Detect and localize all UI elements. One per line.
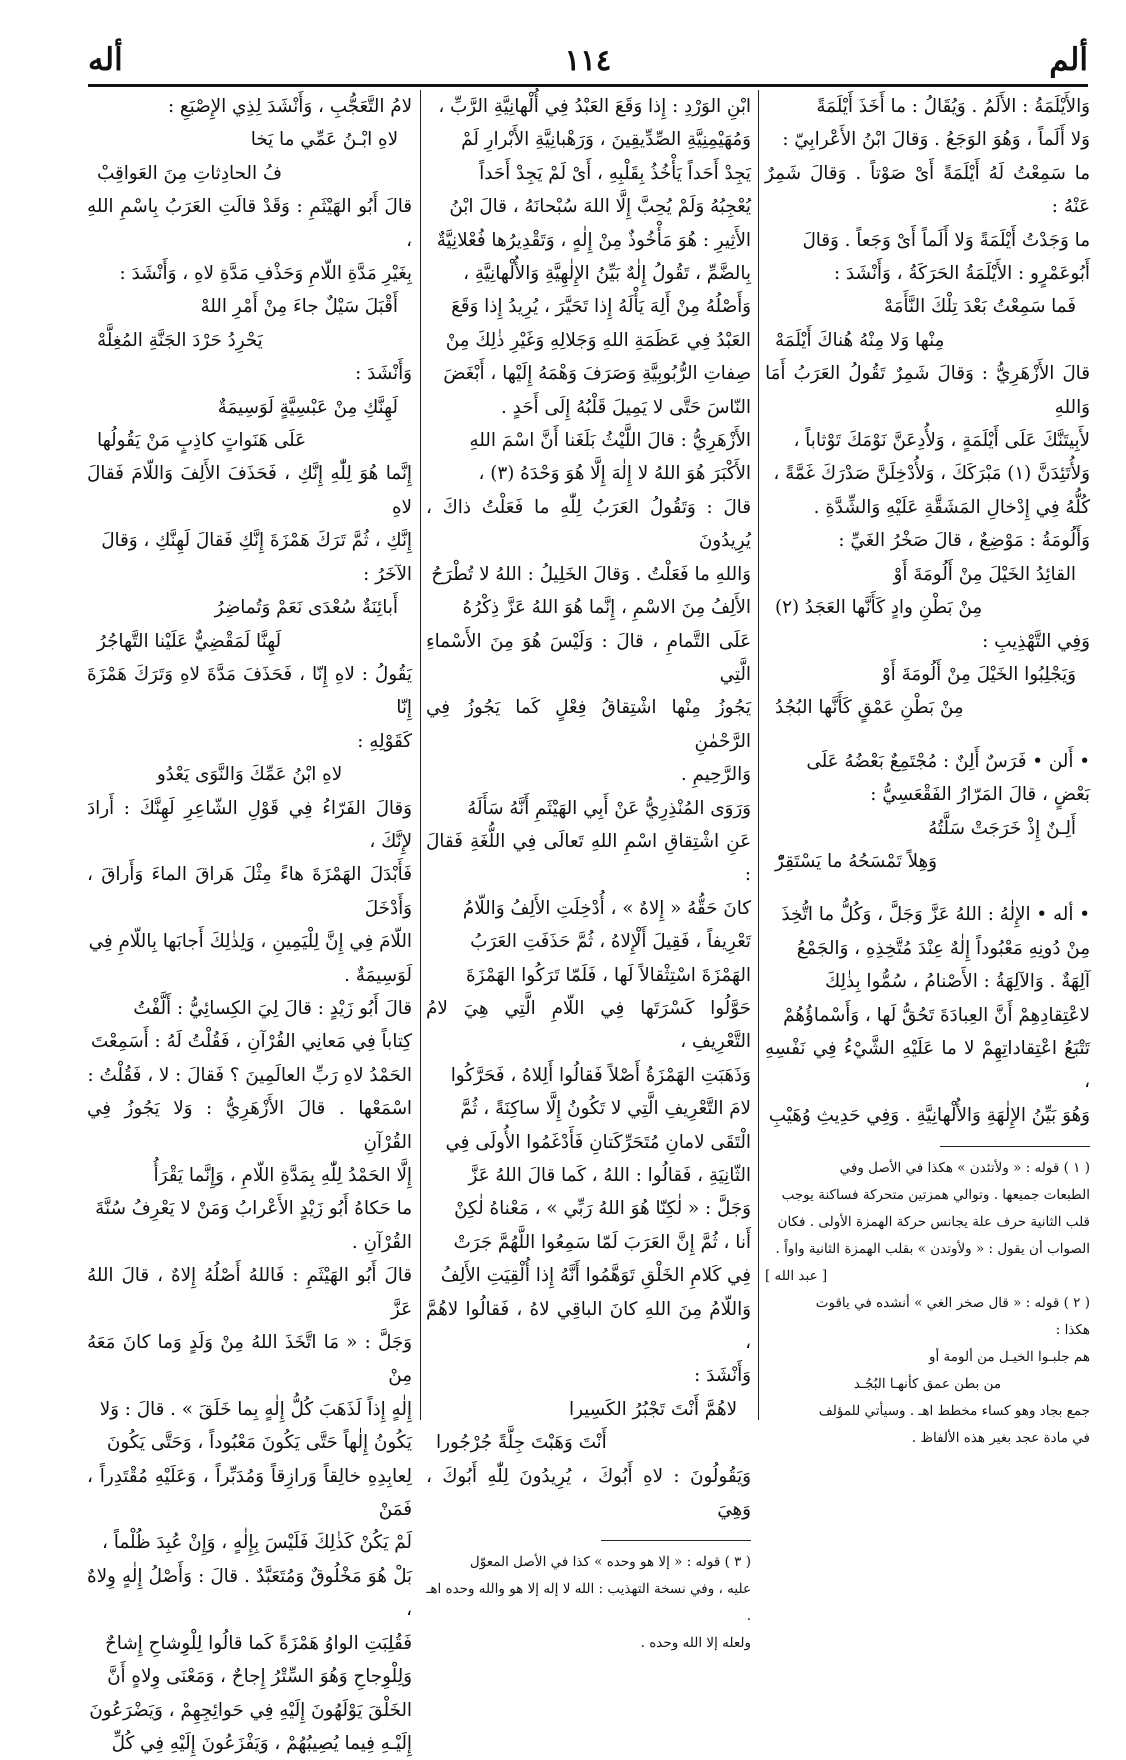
header-rule bbox=[88, 84, 1088, 87]
text-line: إِلَّا الحَمْدُ لِلّٰهِ بِمَدَّةِ اللّامِ ، وَإِنَّما يَقْرَأُ bbox=[153, 1165, 412, 1186]
text-line: يَجِدْ أَحَداً يَأْخُذُ بِقَلْبِهِ ، أَىْ لَمْ يَجِدْ أَحَداً bbox=[479, 162, 751, 184]
text-block bbox=[87, 792, 412, 1760]
text-block bbox=[87, 658, 412, 758]
text-line: لَوَسِيمَةٌ . bbox=[344, 964, 412, 986]
text-line: أَنا ، ثُمَّ إِنَّ العَرَبَ لَمّا سَمِعُوا اللَّهُمَّ جَرَتْ bbox=[453, 1231, 751, 1253]
text-line: يُعْجِبُهُ وَلَمْ يُحِبَّ إِلَّا اللهَ سُبْحانَهُ ، قالَ ابْنُ bbox=[449, 196, 751, 218]
text-line: إِلٰهٍ إِذاً لَذَهَبَ كُلُّ إِلٰهٍ بِما خَلَقَ » . قالَ : وَلا bbox=[99, 1398, 412, 1420]
text-line: آلِهَةٌ . وَالآلِهَةُ : الأَصْنامُ ، سُمُّوا بِذٰلِكَ bbox=[824, 971, 1090, 993]
text-line: بِالضَّمِّ ، تَقُولُ إِلٰهٌ بَيِّنُ الإِلٰهِيَّةِ وَالأُلْهانِيَّةِ ، bbox=[463, 263, 751, 285]
text-line: بَعْضٍ ، قالَ المَرّارُ الفَقْعَسِيُّ : bbox=[870, 784, 1090, 806]
text-line: وَأَنْشَدَ : bbox=[355, 363, 412, 385]
footnote-line: ( ٢ ) قوله : « قال صخر الغي » أنشده في ياقوت bbox=[815, 1295, 1090, 1312]
text-line: إِنَّكِ ، ثُمَّ تَرَكَ هَمْزَةَ إِنَّكِ فَقالَ لَهِنَّكِ ، وَقالَ bbox=[101, 530, 412, 552]
text-line: وَاللهِ ما فَعَلْتُ . وَقالَ الخَلِيلُ : اللهُ لا تُطْرَحُ bbox=[431, 563, 751, 585]
verse-line: أَبائِنَةٌ سُعْدَى نَعَمْ وَتُماضِرُ bbox=[214, 597, 398, 619]
text-line: وَقالَ الفَرّاءُ فِي قَوْلِ الشّاعِرِ لَهِنَّكَ : أَرادَ لإِنَّكَ ، bbox=[87, 797, 412, 852]
verse-line: مِنْها وَلا مِنْهُ هُناكَ أَيْلَمَهْ bbox=[775, 329, 945, 351]
text-block bbox=[87, 457, 412, 591]
verse-line: فُ الحادِثاتِ مِنَ العَواقِبْ bbox=[97, 162, 282, 184]
text-line: ما سَمِعْتُ لَهُ أَيْلَمَةً أَىْ صَوْتاً . وَقالَ شَمِرٌ عَنْهُ : bbox=[765, 162, 1090, 218]
text-block bbox=[765, 357, 1090, 524]
text-line: بِغَيْرِ مَدَّةِ اللّامِ وَحَذْفِ مَدَّةِ لاهِ ، وَأَنْشَدَ : bbox=[119, 263, 412, 285]
text-line: الخَلْقَ يَوْلَهُونَ إِلَيْهِ فِي حَوائِجِهِمْ ، وَيَضْرَعُونَ bbox=[89, 1699, 412, 1721]
text-line: إِلَيْـهِ فِيما يُصِيبُهُمْ ، وَيَفْزَعُونَ إِلَيْهِ فِي كُلِّ bbox=[111, 1732, 412, 1754]
text-line: الآخَرُ : bbox=[363, 563, 412, 585]
column-middle bbox=[426, 90, 751, 1652]
text-line: يَجُوزُ مِنْها اشْتِقاقُ فِعْلٍ كَما يَجُوزُ فِي الرَّحْمٰنِ bbox=[426, 697, 751, 752]
text-line: أَبُوعَمْرٍو : الأَيْلَمَةُ الحَرَكَةُ ، وَأَنْشَدَ : bbox=[833, 263, 1090, 285]
footnote-line: ولعله إلا الله وحده . bbox=[640, 1635, 751, 1652]
verse-line: مِنْ بَطْنِ عَمْقٍ كَأَنَّها البُجُدُ bbox=[775, 697, 964, 719]
text-line: وَمُهَيْمِنِيَّةِ الصِّدِّيقِينَ ، وَرَهْبانِيَّةِ الأَبْرارِ لَمْ bbox=[461, 129, 751, 151]
text-block bbox=[765, 625, 1090, 658]
footnote-line: [ عبد الله ] bbox=[765, 1268, 828, 1285]
text-block bbox=[87, 90, 412, 123]
text-line: الحَمْدُ لاهِ رَبِّ العالَمِينَ ؟ فَقالَ : لا ، فَقُلْتُ : bbox=[87, 1064, 412, 1086]
text-line: ما وَجَدْتُ أَيْلَمَةً وَلا أَلَماً أَىْ وَجَعاً . وَقالَ bbox=[802, 229, 1090, 251]
verse-line: فَما سَمِعْتُ بَعْدَ تِلْكَ النَّأَمَهْ bbox=[883, 296, 1076, 318]
footnotes bbox=[765, 1155, 1090, 1452]
footnote-line: ( ٣ ) قوله : « إلا هو وحده » كذا في الأصل المعوّل bbox=[469, 1554, 751, 1571]
footnote-rule bbox=[601, 1540, 751, 1541]
text-block bbox=[87, 357, 412, 390]
text-line: وَجَلَّ : « مَا اتَّخَذَ اللهُ مِنْ وَلَدٍ وَما كانَ مَعَهُ مِنْ bbox=[87, 1332, 412, 1387]
verse-line: وَهِلاً تَمْسَحُهُ ما يَسْتَقِرّْ bbox=[775, 850, 937, 872]
text-line: قالَ الأَزْهَرِيُّ : وَقالَ شَمِرٌ تَقُولُ العَرَبُ أَمَا وَاللهِ bbox=[765, 363, 1090, 418]
text-line: وَهُوَ بَيِّنُ الإِلٰهَةِ وَالأُلْهانِيَّةِ . وَفِي حَدِيثِ وُهَيْبِ bbox=[768, 1104, 1090, 1126]
footnote-line: ( ١ ) قوله : « ولأتئدن » هكذا في الأصل وفي bbox=[839, 1160, 1090, 1177]
verse-line: لاهِ ابْنُ عَمِّكَ وَالنَّوَى يَعْدُو bbox=[156, 764, 343, 786]
text-line: اللّامَ فِي إِنَّ لِلْيَمِينِ ، وَلِذٰلِكَ أَجابَها بِاللّامِ فِي bbox=[88, 931, 412, 953]
text-line: وَلا أَلَماً ، وَهُوَ الوَجَعُ . وَقالَ ابْنُ الأَعْرابِيّ : bbox=[782, 129, 1090, 151]
text-line: العَبْدُ فِي عَظَمَةِ اللهِ وَجَلالِهِ وَغَيْرِ ذٰلِكَ مِنْ bbox=[445, 329, 751, 351]
text-line: الأَلِفُ مِنَ الاسْمِ ، إِنَّما هُوَ اللهُ عَزَّ ذِكْرُهُ bbox=[462, 597, 751, 619]
column-left bbox=[87, 90, 412, 1754]
footnote-line: من بطن عمق كأنهـا البُجُـد bbox=[853, 1376, 1002, 1393]
text-block bbox=[426, 1460, 751, 1527]
text-line: تَتْبَعُ اعْتِقاداتِهِمْ لا ما عَلَيْهِ الشَّيْءُ فِي نَفْسِهِ ، bbox=[765, 1037, 1090, 1093]
footnotes bbox=[426, 1549, 751, 1657]
footnote-line: عليه ، وفي نسخة التهذيب : الله لا إله إلا هو والله وحده اهـ . bbox=[426, 1581, 751, 1625]
left-running-head: أله bbox=[88, 42, 123, 78]
text-block bbox=[426, 90, 751, 1393]
text-block bbox=[765, 524, 1090, 557]
right-running-head: ألم bbox=[1049, 42, 1088, 78]
text-line: كُلُّهُ فِي إِدْخالِ المَشَقَّةِ عَلَيْهِ وَالشِّدَّةِ . bbox=[813, 496, 1090, 518]
text-line: قالَ أَبُو زَيْدٍ : قالَ لِيَ الكِسائِيُّ : أَلَّفْتُ bbox=[133, 997, 412, 1019]
text-line: لامَ التَّعْرِيفِ الَّتِي لا تَكُونُ إِلَّا ساكِنَةً ، ثُمَّ bbox=[460, 1098, 751, 1120]
text-line: تَعْرِيفاً ، فَقِيلَ أَلْإِلاهُ ، ثُمَّ حَذَفَتِ العَرَبُ bbox=[470, 931, 751, 953]
text-line: لاعْتِقادِهِمْ أَنَّ العِبادَةَ تَحُقُّ لَها ، وَأَسْماؤُهُمْ bbox=[783, 1004, 1090, 1026]
text-line: عَنِ اشْتِقاقِ اسْمِ اللهِ تَعالَى فِي اللُّغَةِ فَقالَ : bbox=[426, 830, 751, 886]
footnote-line: في مادة عجد بغير هذه الألفاظ . bbox=[911, 1430, 1090, 1447]
text-line: • أله • الإِلٰهُ : اللهُ عَزَّ وَجَلَّ ، وَكُلُّ ما اتُّخِذَ bbox=[781, 904, 1090, 926]
text-line: الأَكْبَرَ هُوَ اللهُ لا إِلٰهَ إِلَّا هُوَ وَحْدَهُ (٣) ، bbox=[478, 463, 751, 485]
text-line: ما حَكاهُ أَبُو زَيْدٍ الأَعْرابُ وَمَنْ لا يَعْرِفُ سُنَّةَ bbox=[95, 1198, 412, 1220]
verse-line: لَهِنَّكِ مِنْ عَبْسِيَّةٍ لَوَسِيمَةٌ bbox=[217, 396, 398, 418]
verse-line: لَهِنَّا لَمَقْضِيٌّ عَلَيْنا التَّهاجُرُ bbox=[97, 630, 282, 652]
verse-line: يَحْرِدُ حَرْدَ الجَنَّةِ المُغِلَّهْ bbox=[97, 329, 263, 351]
verse-line: لاهُمَّ أَنْتَ تَجْبُرُ الكَسِيرا bbox=[568, 1398, 737, 1420]
text-line: وَجَلَّ : « لٰكِنّا هُوَ اللهُ رَبِّي » ، مَعْناهُ لٰكِنْ bbox=[454, 1198, 751, 1220]
text-line: لامُ التَّعَجُّبِ ، وَأَنْشَدَ لِذِي الإِصْبَعِ : bbox=[167, 96, 412, 117]
footnote-line: قلب الثانية حرف علة يجانس حركة الهمزة الأولى . فكان bbox=[777, 1214, 1090, 1231]
text-line: صِفاتِ الرُّبُوبِيَّةِ وَصَرَفَ وَهْمَهُ إِلَيْها ، أَبْغَضَ bbox=[443, 363, 751, 385]
text-line: إِنَّما هُوَ لِلّٰهِ إِنَّكِ ، فَحَذَفَ الأَلِفَ وَاللّامَ فَقالَ لاهِ bbox=[87, 463, 412, 518]
text-line: الثّانِيَةِ ، فَقالُوا : اللهُ ، كَما قالَ اللهُ عَزَّ bbox=[468, 1165, 751, 1186]
footnote-line: الطبعات جميعها . وتوالي همزتين متحركة فساكنة يوجب bbox=[781, 1187, 1090, 1204]
verse-line: أَلِـنٌ إِذْ خَرَجَتْ سَلَّتُهُ bbox=[928, 817, 1076, 839]
text-line: وَاللّامُ مِنَ اللهِ كانَ الباقِي لاهُ ، فَقالُوا لاهُمَّ ، bbox=[426, 1298, 751, 1354]
text-line: قالَ : وَتَقُولُ العَرَبُ لِلّٰهِ ما فَعَلْتُ ذاكَ ، يُرِيدُونَ bbox=[426, 496, 751, 552]
footnote-line: هكذا : bbox=[1055, 1322, 1090, 1339]
text-line: بَلْ هُوَ مَخْلُوقٌ وَمُتَعَبَّدٌ . قالَ : وَأَصْلُ إِلٰهٍ وِلاهٌ ، bbox=[87, 1565, 412, 1621]
text-line: الأَثِيرِ : هُوَ مَأْخُوذٌ مِنْ إِلٰهٍ ، وَتَقْدِيرُها فُعْلانِيَّةٌ bbox=[436, 229, 751, 251]
text-line: اسْمَعْها . قالَ الأَزْهَرِيُّ : وَلا يَجُوزُ فِي القُرْآنِ bbox=[87, 1098, 412, 1153]
footnote-line: هم جلبـوا الخيـل من ألومة أو bbox=[928, 1349, 1090, 1366]
page-number: ١١٤ bbox=[564, 43, 612, 77]
text-line: قالَ أَبُو الهَيْثَمِ : وَقَدْ قالَتِ العَرَبُ بِاسْمِ اللهِ ، bbox=[87, 196, 412, 251]
verse-line: مِنْ بَطْنِ وادٍ كَأَنَّها العَجَدُ (٢) bbox=[775, 597, 983, 619]
column-divider bbox=[758, 90, 759, 1420]
text-line: عَلَى التَّمامِ ، قالَ : وَلَيْسَ هُوَ مِنَ الأَسْماءِ الَّتِي bbox=[426, 630, 751, 685]
text-line: ابْنِ الوَرْدِ : إِذا وَقَعَ العَبْدُ فِي أُلْهانِيَّةِ الرَّبِّ ، bbox=[438, 96, 751, 117]
column-right bbox=[765, 90, 1090, 1447]
text-line: كانَ حَقُّهُ « إِلاهٌ » ، أُدْخِلَتِ الأَلِفُ وَاللّامُ bbox=[462, 897, 751, 919]
text-line: الأَزْهَرِيُّ : قالَ اللَّيْثُ بَلَغَنا أَنَّ اسْمَ اللهِ bbox=[469, 430, 751, 452]
text-line: مِنْ دُونِهِ مَعْبُوداً إِلٰهٌ عِنْدَ مُتَّخِذِهِ ، وَالجَمْعُ bbox=[796, 937, 1090, 959]
text-line: وَيَقُولُونَ : لاهِ أَبُوكَ ، يُرِيدُونَ لِلّٰهِ أَبُوكَ ، وَهِيَ bbox=[426, 1465, 751, 1521]
page-header bbox=[88, 40, 1088, 80]
text-line: وَالرَّحِيمِ . bbox=[680, 764, 751, 786]
footnote-line: جمع بجاد وهو كساء مخطط اهـ . وسيأتي للمؤلف bbox=[818, 1403, 1090, 1420]
verse-line: لاهِ ابْـنُ عَمِّي ما يَخا bbox=[250, 129, 398, 151]
entry-alan bbox=[765, 745, 1090, 812]
text-line: كِتاباً فِي مَعانِي القُرْآنِ ، فَقُلْتُ لَهُ : أَسَمِعْتَ bbox=[90, 1031, 412, 1053]
text-line: فَقُلِبَتِ الواوُ هَمْزَةً كَما قالُوا لِلْوِشاحِ إِشاحٌ bbox=[104, 1632, 412, 1654]
text-line: فَأَبْدَلَ الهَمْزَةَ هاءً مِثْلَ هَراقَ الماءَ وَأَراقَ ، وَأَدْخَلَ bbox=[87, 864, 412, 919]
text-line: القُرْآنِ . bbox=[351, 1231, 412, 1253]
text-line: وَالأَيْلَمَةُ : الأَلَمُ . وَيُقَالُ : ما أَخَذَ أَيْلَمَةً bbox=[816, 96, 1090, 117]
verse-line: عَلَى هَنَواتٍ كاذِبٍ مَنْ يَقُولُها bbox=[97, 430, 307, 452]
text-line: وَأَلُومَةُ : مَوْضِعٌ ، قالَ صَخْرُ الغَيِّ : bbox=[838, 530, 1090, 552]
text-line: يَقُولُ : لاهِ إِنّا ، فَحَذَفَ مَدَّةَ لاهِ وَتَرَكَ هَمْزَةَ إِنّا bbox=[87, 663, 412, 719]
text-line: وَأَصْلُهُ مِنْ أَلِهَ يَأْلَهُ إِذا تَحَيَّرَ ، يُرِيدُ إِذا وَقَعَ bbox=[451, 296, 751, 318]
text-line: • أَلن • فَرَسٌ أَلِنٌ : مُجْتَمِعٌ بَعْضُهُ عَلَى bbox=[806, 750, 1090, 772]
text-line: قالَ أَبُو الهَيْثَمِ : فَاللهُ أَصْلُهُ إِلاهٌ ، قالَ اللهُ عَزَّ bbox=[87, 1265, 412, 1320]
text-line: فِي كَلامِ الخَلْقِ تَوَهَّمُوا أَنَّهُ إِذا أُلْقِيَتِ الأَلِفُ bbox=[440, 1265, 751, 1287]
text-line: لِعابِدِهِ خالِقاً وَرازِقاً وَمُدَبِّراً ، وَعَلَيْهِ مُقْتَدِراً ، فَمَنْ bbox=[87, 1465, 412, 1521]
verse-line: أَقْبَلَ سَيْلٌ جاءَ مِنْ أَمْرِ اللهْ bbox=[200, 296, 398, 318]
footnote-line: الصواب أن يقول : « ولأوتدن » بقلب الهمزة الثانية واواً . bbox=[775, 1241, 1090, 1258]
text-line: حَوَّلُوا كَسْرَتَها فِي اللّامِ الَّتِي هِيَ لامُ التَّعْرِيفِ ، bbox=[426, 997, 751, 1053]
column-divider bbox=[420, 90, 421, 1420]
text-line: لَمْ يَكُنْ كَذٰلِكَ فَلَيْسَ بِإِلٰهٍ ، وَإِنْ عُبِدَ ظُلْماً ، bbox=[102, 1532, 412, 1554]
text-line: الْتَقَى لامانِ مُتَحَرِّكَتانِ فَأَدْغَمُوا الأُولَى فِي bbox=[445, 1131, 751, 1153]
text-line: وَذَهَبَتِ الهَمْزَةُ أَصْلاً فَقالُوا أَلِلاهُ ، فَحَرَّكُوا bbox=[450, 1064, 751, 1086]
text-line: النّاسَ حَتَّى لا يَمِيلَ قَلْبُهُ إِلَى أَحَدٍ . bbox=[500, 396, 751, 418]
text-line: كَقَوْلِهِ : bbox=[357, 730, 412, 752]
text-line: وَلأُتَئِدَنَّ (١) مَبْرَكَكَ ، وَلأُدْخِلَنَّ صَدْرَكَ غَمَّةً ، bbox=[773, 463, 1090, 485]
verse-line: القائِدُ الخَيْلَ مِنْ أَلُومَةَ أَوْ bbox=[893, 563, 1076, 585]
text-line: الهَمْزَةَ اسْتِثْقالاً لَها ، فَلَمّا تَرَكُوا الهَمْزَةَ bbox=[466, 964, 751, 986]
footnote-rule bbox=[940, 1146, 1090, 1147]
text-line: وَفِي التَّهْذِيبِ : bbox=[982, 630, 1090, 652]
verse-line: أَنْتَ وَهَبْتَ جِلَّةً جُرْجُورا bbox=[436, 1432, 607, 1454]
text-line: يَكُونُ إِلٰهاً حَتَّى يَكُونَ مَعْبُوداً ، وَحَتَّى يَكُونَ bbox=[106, 1432, 412, 1454]
text-line: وَأَنْشَدَ : bbox=[694, 1365, 751, 1387]
text-block bbox=[87, 190, 412, 290]
entry-alah bbox=[765, 898, 1090, 1132]
text-line: وَلِلْوِجاحِ وَهُوَ السِّتْرُ إِجاحٌ ، وَمَعْنَى وِلاهٍ أَنَّ bbox=[107, 1666, 412, 1688]
text-line: وَرَوَى المُنْذِرِيُّ عَنْ أَبِي الهَيْثَمِ أَنَّهُ سَأَلَهُ bbox=[467, 797, 751, 819]
text-line: لأَبِيتَنَّكَ عَلَى أَيْلَمَةٍ ، وَلأُدِعَنَّ نَوْمَكَ تَوْثاباً ، bbox=[793, 430, 1090, 452]
text-block bbox=[765, 90, 1090, 290]
verse-line: وَيَجْلِبُوا الخَيْلَ مِنْ أَلُومَةَ أَوْ bbox=[881, 663, 1076, 685]
